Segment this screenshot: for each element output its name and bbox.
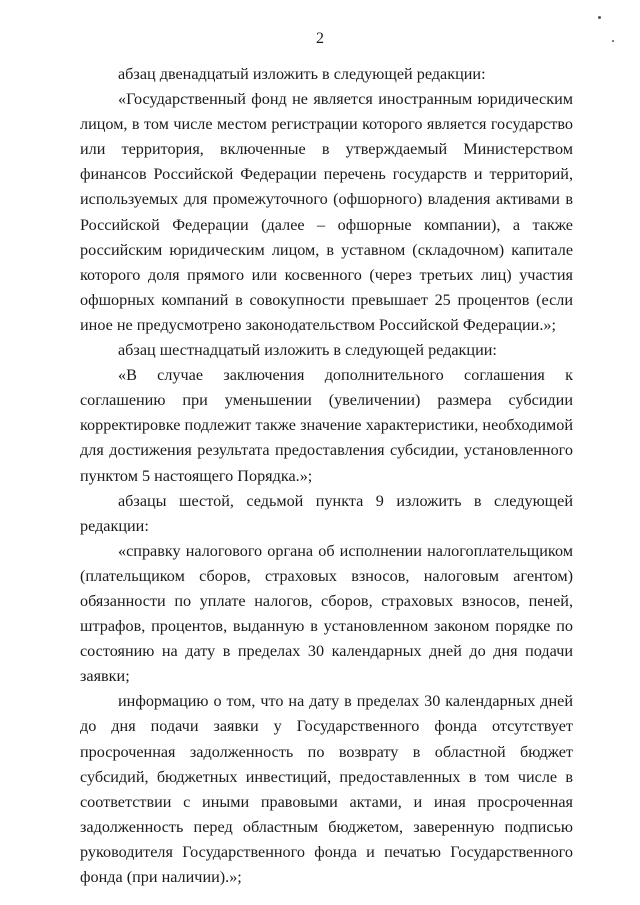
paragraph: абзац шестнадцатый изложить в следующей редакции: (118, 341, 497, 360)
paragraph: абзац двенадцатый изложить в следующей редакции: (118, 65, 486, 83)
document-body (80, 62, 573, 890)
paragraph: «Государственный фонд не является иностранным юридическим лицом, в том числе местом регистрации которого является государство или территория, включенные в утверждаемый Министерством финансов Российской Федерации перечень государств и территорий, используемых для промежуточного (офшорного) владения активами в Российской Федерации (далее – офшорные компании), а также российским юридическим лицом, в уставном (складочном) капитале которого доля прямого или косвенного (через третьих лиц) участия офшорных компаний в совокупности превышает 25 процентов (если иное не предусмотрено законодательством Российской Федерации.»; (80, 90, 573, 334)
paragraph: информацию о том, что на дату в пределах 30 календарных дней до дня подачи заявки у Государственного фонда отсутствует просроченная задолженность по возврату в областной бюджет субсидий, бюджетных инвестиций, предоставленных в том числе в соответствии с иными правовыми актами, и иная просроченная задолженность перед областным бюджетом, заверенную подписью руководителя Государственного фонда и печатью Государственного фонда (при наличии).»; (80, 692, 573, 886)
scan-speck (598, 16, 601, 19)
paragraph: «справку налогового органа об исполнении налогоплательщиком (плательщиком сборов, страховых взносов, налоговым агентом) обязанности по уплате налогов, сборов, страховых взносов, пеней, штрафов, процентов, выданную в установленном законом порядке по состоянию на дату в пределах 30 календарных дней до дня подачи заявки; (80, 541, 573, 686)
paragraph: «В случае заключения дополнительного соглашения к соглашению при уменьшении (увеличении) размера субсидии корректировке подлежит также значение характеристики, необходимой для достижения результата предоставления субсидии, установленного пунктом 5 настоящего Порядка.»; (80, 366, 573, 485)
page-number: 2 (316, 30, 324, 47)
paragraph: абзацы шестой, седьмой пункта 9 изложить в следующей редакции: (80, 491, 573, 535)
